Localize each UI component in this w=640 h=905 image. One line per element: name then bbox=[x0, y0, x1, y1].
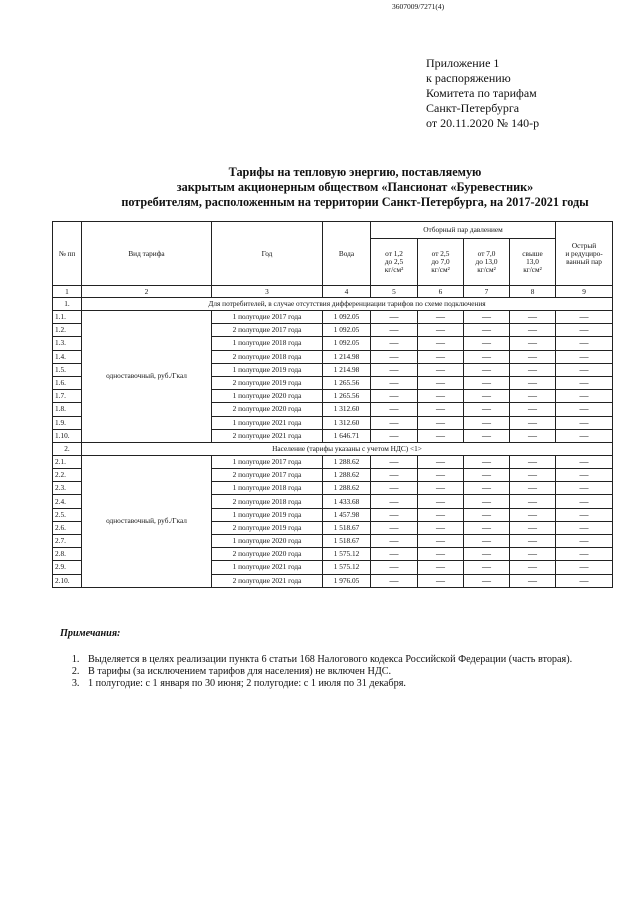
header-line: до 13,0 bbox=[475, 257, 498, 266]
header-line: от 2,5 bbox=[431, 249, 450, 258]
empty-dash-cell: — bbox=[418, 574, 464, 587]
empty-dash-cell: — bbox=[371, 482, 418, 495]
appendix-line: Комитета по тарифам bbox=[426, 86, 537, 100]
water-tariff-cell: 1 265.56 bbox=[323, 390, 371, 403]
water-tariff-cell: 1 575.12 bbox=[323, 561, 371, 574]
water-tariff-cell: 1 214.98 bbox=[323, 350, 371, 363]
empty-dash-cell: — bbox=[556, 429, 613, 442]
empty-dash-cell: — bbox=[371, 561, 418, 574]
column-number: 9 bbox=[556, 286, 613, 298]
section-row bbox=[53, 298, 613, 311]
empty-dash-cell: — bbox=[418, 508, 464, 521]
notes-title: Примечания: bbox=[60, 628, 121, 639]
water-tariff-cell: 1 518.67 bbox=[323, 521, 371, 534]
water-tariff-cell: 1 433.68 bbox=[323, 495, 371, 508]
empty-dash-cell: — bbox=[418, 350, 464, 363]
water-tariff-cell: 1 575.12 bbox=[323, 548, 371, 561]
empty-dash-cell: — bbox=[556, 469, 613, 482]
empty-dash-cell: — bbox=[556, 535, 613, 548]
empty-dash-cell: — bbox=[556, 363, 613, 376]
empty-dash-cell: — bbox=[371, 416, 418, 429]
period-cell: 1 полугодие 2021 года bbox=[212, 561, 323, 574]
row-number: 2.10. bbox=[53, 574, 82, 587]
empty-dash-cell: — bbox=[371, 495, 418, 508]
header-line: 13,0 bbox=[526, 257, 539, 266]
empty-dash-cell: — bbox=[371, 311, 418, 324]
empty-dash-cell: — bbox=[371, 403, 418, 416]
row-number: 1.10. bbox=[53, 429, 82, 442]
period-cell: 1 полугодие 2020 года bbox=[212, 535, 323, 548]
empty-dash-cell: — bbox=[556, 561, 613, 574]
empty-dash-cell: — bbox=[464, 376, 510, 389]
empty-dash-cell: — bbox=[464, 521, 510, 534]
period-cell: 2 полугодие 2017 года bbox=[212, 469, 323, 482]
empty-dash-cell: — bbox=[464, 311, 510, 324]
row-number: 1.9. bbox=[53, 416, 82, 429]
row-number: 1.6. bbox=[53, 376, 82, 389]
empty-dash-cell: — bbox=[510, 508, 556, 521]
empty-dash-cell: — bbox=[371, 390, 418, 403]
period-cell: 2 полугодие 2021 года bbox=[212, 574, 323, 587]
water-tariff-cell: 1 092.05 bbox=[323, 311, 371, 324]
header-steam-group: Отборный пар давлением bbox=[371, 222, 556, 239]
header-line: до 2,5 bbox=[384, 257, 404, 266]
empty-dash-cell: — bbox=[418, 416, 464, 429]
document-title bbox=[60, 165, 640, 210]
empty-dash-cell: — bbox=[418, 521, 464, 534]
empty-dash-cell: — bbox=[371, 363, 418, 376]
column-number-row bbox=[53, 286, 613, 298]
header-line: кг/см² bbox=[431, 265, 450, 274]
tariff-table bbox=[52, 221, 613, 588]
empty-dash-cell: — bbox=[556, 350, 613, 363]
appendix-line: Приложение 1 bbox=[426, 56, 500, 70]
period-cell: 1 полугодие 2020 года bbox=[212, 390, 323, 403]
period-cell: 1 полугодие 2019 года bbox=[212, 508, 323, 521]
empty-dash-cell: — bbox=[418, 403, 464, 416]
empty-dash-cell: — bbox=[556, 376, 613, 389]
row-number: 2.6. bbox=[53, 521, 82, 534]
empty-dash-cell: — bbox=[510, 390, 556, 403]
empty-dash-cell: — bbox=[464, 482, 510, 495]
empty-dash-cell: — bbox=[510, 324, 556, 337]
water-tariff-cell: 1 214.98 bbox=[323, 363, 371, 376]
empty-dash-cell: — bbox=[510, 376, 556, 389]
header-line: Острый bbox=[571, 240, 597, 250]
period-cell: 1 полугодие 2017 года bbox=[212, 455, 323, 468]
water-tariff-cell: 1 092.05 bbox=[323, 324, 371, 337]
empty-dash-cell: — bbox=[418, 469, 464, 482]
empty-dash-cell: — bbox=[556, 324, 613, 337]
period-cell: 1 полугодие 2018 года bbox=[212, 482, 323, 495]
period-cell: 1 полугодие 2017 года bbox=[212, 311, 323, 324]
empty-dash-cell: — bbox=[510, 548, 556, 561]
empty-dash-cell: — bbox=[418, 455, 464, 468]
empty-dash-cell: — bbox=[418, 390, 464, 403]
empty-dash-cell: — bbox=[556, 482, 613, 495]
row-number: 1.7. bbox=[53, 390, 82, 403]
header-sharp-steam bbox=[556, 222, 613, 286]
notes-block bbox=[60, 628, 620, 690]
empty-dash-cell: — bbox=[418, 363, 464, 376]
empty-dash-cell: — bbox=[418, 548, 464, 561]
header-steam-1 bbox=[371, 239, 418, 286]
period-cell: 1 полугодие 2021 года bbox=[212, 416, 323, 429]
period-cell: 2 полугодие 2019 года bbox=[212, 521, 323, 534]
empty-dash-cell: — bbox=[556, 455, 613, 468]
empty-dash-cell: — bbox=[464, 416, 510, 429]
row-number: 2.7. bbox=[53, 535, 82, 548]
empty-dash-cell: — bbox=[510, 403, 556, 416]
empty-dash-cell: — bbox=[510, 311, 556, 324]
period-cell: 2 полугодие 2018 года bbox=[212, 495, 323, 508]
empty-dash-cell: — bbox=[418, 561, 464, 574]
column-number: 8 bbox=[510, 286, 556, 298]
empty-dash-cell: — bbox=[464, 363, 510, 376]
row-number: 1.8. bbox=[53, 403, 82, 416]
empty-dash-cell: — bbox=[510, 337, 556, 350]
header-line: и редуциро- bbox=[565, 248, 603, 258]
header-steam-3 bbox=[464, 239, 510, 286]
empty-dash-cell: — bbox=[556, 495, 613, 508]
row-number: 1.3. bbox=[53, 337, 82, 350]
tariff-type-cell: одноставочный, руб./Гкал bbox=[82, 311, 212, 443]
period-cell: 1 полугодие 2019 года bbox=[212, 363, 323, 376]
empty-dash-cell: — bbox=[510, 429, 556, 442]
period-cell: 2 полугодие 2020 года bbox=[212, 403, 323, 416]
row-number: 2.9. bbox=[53, 561, 82, 574]
section-number: 1. bbox=[53, 298, 82, 311]
water-tariff-cell: 1 312.60 bbox=[323, 416, 371, 429]
empty-dash-cell: — bbox=[510, 416, 556, 429]
water-tariff-cell: 1 265.56 bbox=[323, 376, 371, 389]
empty-dash-cell: — bbox=[510, 561, 556, 574]
empty-dash-cell: — bbox=[371, 535, 418, 548]
empty-dash-cell: — bbox=[464, 455, 510, 468]
section-row bbox=[53, 442, 613, 455]
water-tariff-cell: 1 312.60 bbox=[323, 403, 371, 416]
row-number: 1.2. bbox=[53, 324, 82, 337]
empty-dash-cell: — bbox=[464, 561, 510, 574]
row-number: 1.1. bbox=[53, 311, 82, 324]
empty-dash-cell: — bbox=[371, 337, 418, 350]
empty-dash-cell: — bbox=[510, 469, 556, 482]
empty-dash-cell: — bbox=[464, 508, 510, 521]
empty-dash-cell: — bbox=[556, 403, 613, 416]
empty-dash-cell: — bbox=[371, 455, 418, 468]
water-tariff-cell: 1 646.71 bbox=[323, 429, 371, 442]
empty-dash-cell: — bbox=[464, 403, 510, 416]
period-cell: 2 полугодие 2018 года bbox=[212, 350, 323, 363]
header-line: до 7,0 bbox=[431, 257, 450, 266]
column-number: 3 bbox=[212, 286, 323, 298]
appendix-line: от 20.11.2020 № 140-р bbox=[426, 116, 540, 130]
empty-dash-cell: — bbox=[371, 508, 418, 521]
water-tariff-cell: 1 457.98 bbox=[323, 508, 371, 521]
row-number: 2.4. bbox=[53, 495, 82, 508]
row-number: 2.3. bbox=[53, 482, 82, 495]
note-item: 2. В тарифы (за исключением тарифов для населения) не включен НДС. bbox=[82, 666, 620, 678]
empty-dash-cell: — bbox=[510, 482, 556, 495]
water-tariff-cell: 1 288.62 bbox=[323, 469, 371, 482]
empty-dash-cell: — bbox=[510, 574, 556, 587]
header-num: № пп bbox=[53, 222, 82, 286]
period-cell: 2 полугодие 2020 года bbox=[212, 548, 323, 561]
row-number: 2.8. bbox=[53, 548, 82, 561]
section-title: Население (тарифы указаны с учетом НДС) <1> bbox=[82, 442, 613, 455]
title-line: закрытым акционерным обществом «Пансионат «Буревестник» bbox=[176, 180, 534, 194]
empty-dash-cell: — bbox=[510, 521, 556, 534]
header-year: Год bbox=[212, 222, 323, 286]
row-number: 1.4. bbox=[53, 350, 82, 363]
empty-dash-cell: — bbox=[371, 350, 418, 363]
empty-dash-cell: — bbox=[418, 324, 464, 337]
notes-list bbox=[60, 654, 620, 690]
empty-dash-cell: — bbox=[510, 535, 556, 548]
empty-dash-cell: — bbox=[464, 574, 510, 587]
empty-dash-cell: — bbox=[464, 337, 510, 350]
column-number: 5 bbox=[371, 286, 418, 298]
empty-dash-cell: — bbox=[556, 548, 613, 561]
appendix-line: Санкт-Петербурга bbox=[426, 101, 520, 115]
document-number: 3607009/7271(4) bbox=[392, 2, 445, 11]
header-steam-2 bbox=[418, 239, 464, 286]
column-number: 2 bbox=[82, 286, 212, 298]
empty-dash-cell: — bbox=[371, 574, 418, 587]
section-title: Для потребителей, в случае отсутствия дифференциации тарифов по схеме подключения bbox=[82, 298, 613, 311]
header-line: кг/см² bbox=[523, 265, 542, 274]
empty-dash-cell: — bbox=[510, 350, 556, 363]
empty-dash-cell: — bbox=[556, 311, 613, 324]
header-line: кг/см² bbox=[384, 265, 404, 274]
note-item: 3. 1 полугодие: с 1 января по 30 июня; 2 полугодие: с 1 июля по 31 декабря. bbox=[82, 678, 620, 690]
water-tariff-cell: 1 976.05 bbox=[323, 574, 371, 587]
header-tariff-type: Вид тарифа bbox=[82, 222, 212, 286]
empty-dash-cell: — bbox=[464, 548, 510, 561]
empty-dash-cell: — bbox=[371, 521, 418, 534]
appendix-line: к распоряжению bbox=[426, 71, 511, 85]
empty-dash-cell: — bbox=[556, 574, 613, 587]
empty-dash-cell: — bbox=[418, 495, 464, 508]
water-tariff-cell: 1 092.05 bbox=[323, 337, 371, 350]
empty-dash-cell: — bbox=[371, 376, 418, 389]
empty-dash-cell: — bbox=[418, 311, 464, 324]
header-steam-4 bbox=[510, 239, 556, 286]
table-row bbox=[53, 455, 613, 468]
header-line: от 7,0 bbox=[477, 249, 496, 258]
empty-dash-cell: — bbox=[556, 521, 613, 534]
column-number: 4 bbox=[323, 286, 371, 298]
title-line: Тарифы на тепловую энергию, поставляемую bbox=[228, 165, 482, 179]
empty-dash-cell: — bbox=[464, 350, 510, 363]
empty-dash-cell: — bbox=[418, 535, 464, 548]
column-number: 1 bbox=[53, 286, 82, 298]
tariff-type-cell: одноставочный, руб./Гкал bbox=[82, 455, 212, 587]
empty-dash-cell: — bbox=[510, 455, 556, 468]
empty-dash-cell: — bbox=[371, 429, 418, 442]
water-tariff-cell: 1 288.62 bbox=[323, 455, 371, 468]
empty-dash-cell: — bbox=[371, 548, 418, 561]
header-line: от 1,2 bbox=[385, 249, 403, 258]
header-line: свыше bbox=[522, 249, 543, 258]
period-cell: 2 полугодие 2019 года bbox=[212, 376, 323, 389]
appendix-block bbox=[426, 56, 539, 131]
empty-dash-cell: — bbox=[556, 337, 613, 350]
empty-dash-cell: — bbox=[464, 390, 510, 403]
row-number: 2.2. bbox=[53, 469, 82, 482]
empty-dash-cell: — bbox=[418, 337, 464, 350]
empty-dash-cell: — bbox=[556, 390, 613, 403]
row-number: 2.5. bbox=[53, 508, 82, 521]
empty-dash-cell: — bbox=[556, 416, 613, 429]
empty-dash-cell: — bbox=[418, 429, 464, 442]
period-cell: 1 полугодие 2018 года bbox=[212, 337, 323, 350]
title-line: потребителям, расположенным на территории Санкт-Петербурга, на 2017-2021 годы bbox=[121, 195, 589, 209]
empty-dash-cell: — bbox=[464, 495, 510, 508]
period-cell: 2 полугодие 2021 года bbox=[212, 429, 323, 442]
note-item: 1. Выделяется в целях реализации пункта 6 статьи 168 Налогового кодекса Российской Федерации (часть вторая). bbox=[82, 654, 620, 666]
empty-dash-cell: — bbox=[556, 508, 613, 521]
header-water: Вода bbox=[323, 222, 371, 286]
column-number: 6 bbox=[418, 286, 464, 298]
empty-dash-cell: — bbox=[371, 324, 418, 337]
empty-dash-cell: — bbox=[464, 429, 510, 442]
empty-dash-cell: — bbox=[464, 469, 510, 482]
water-tariff-cell: 1 518.67 bbox=[323, 535, 371, 548]
header-line: кг/см² bbox=[477, 265, 496, 274]
empty-dash-cell: — bbox=[464, 324, 510, 337]
empty-dash-cell: — bbox=[418, 376, 464, 389]
empty-dash-cell: — bbox=[464, 535, 510, 548]
empty-dash-cell: — bbox=[371, 469, 418, 482]
section-number: 2. bbox=[53, 442, 82, 455]
water-tariff-cell: 1 288.62 bbox=[323, 482, 371, 495]
header-line: ванный пар bbox=[566, 256, 602, 266]
empty-dash-cell: — bbox=[510, 363, 556, 376]
empty-dash-cell: — bbox=[510, 495, 556, 508]
empty-dash-cell: — bbox=[418, 482, 464, 495]
row-number: 1.5. bbox=[53, 363, 82, 376]
period-cell: 2 полугодие 2017 года bbox=[212, 324, 323, 337]
header-row bbox=[53, 222, 613, 239]
table-row bbox=[53, 311, 613, 324]
column-number: 7 bbox=[464, 286, 510, 298]
row-number: 2.1. bbox=[53, 455, 82, 468]
